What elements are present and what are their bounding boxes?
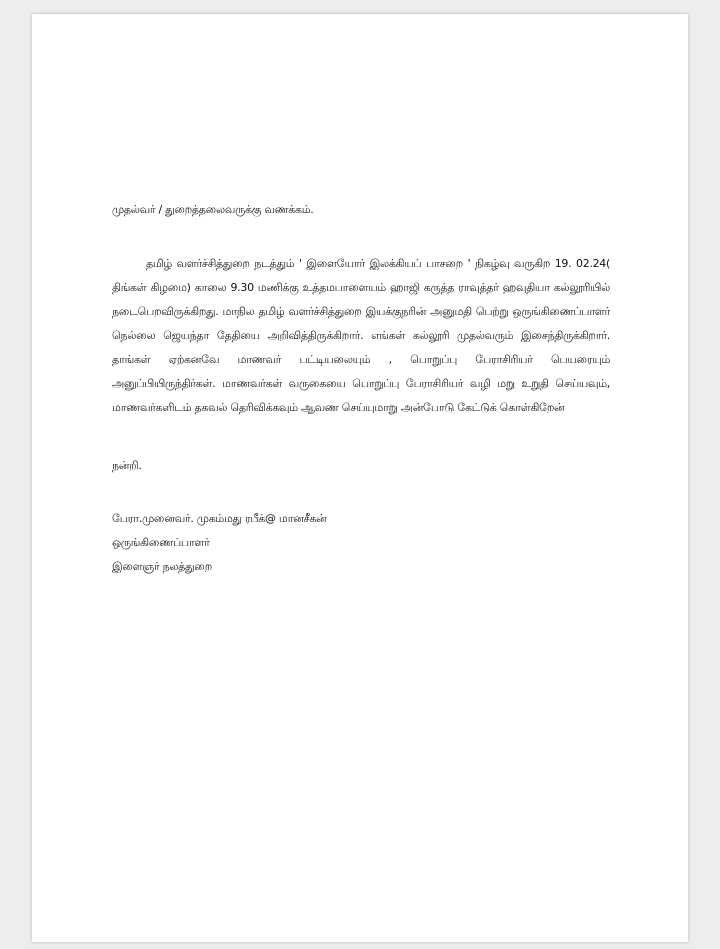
signature-role: ஒருங்கிணைப்பாளர் [112, 536, 210, 549]
letter-salutation: முதல்வர் / துறைத்தலைவருக்கு வணக்கம். [112, 203, 314, 216]
signature-block [112, 507, 610, 579]
signature-name: பேரா.முனைவர். முகம்மது ரபீக்@ மானசீகன் [112, 512, 327, 525]
document-page [32, 14, 688, 942]
letter-body: தமிழ் வளர்ச்சித்துறை நடத்தும் ' இளையோர் இலக்கியப் பாசறை ' நிகழ்வு வருகிற 19. 02.24( திங்கள் கிழமை) காலை 9.30 மணிக்கு உத்தமபாளையம் ஹாஜி கருத்த ராவுத்தர் ஹவுதியா கல்லூரியில் நடைபெறவிருக்கிறது. மாநில தமிழ் வளர்ச்சித்துறை இயக்குநரின் அனுமதி பெற்று ஒருங்கிணைப்பாளர் நெல்லை ஜெயந்தா தேதியை அறிவித்திருக்கிறார். எங்கள் கல்லூரி முதல்வரும் இசைந்திருக்கிறார். தாங்கள் ஏற்கனவே மாணவர் பட்டியலையும் , பொறுப்பு பேராசிரியர் பெயரையும் அனுப்பியிருந்திர்கள். மாணவர்கள் வருகையை பொறுப்பு பேராசிரியர் வழி மறு உறுதி செய்யவும், மாணவர்களிடம் தகவல் தெரிவிக்கவும் ஆவண செய்யுமாறு அன்போடு கேட்டுக் கொள்கிறேன் [112, 257, 610, 414]
letter-thanks: நன்றி. [112, 459, 142, 472]
signature-department: இளைஞர் நலத்துறை [112, 560, 212, 573]
